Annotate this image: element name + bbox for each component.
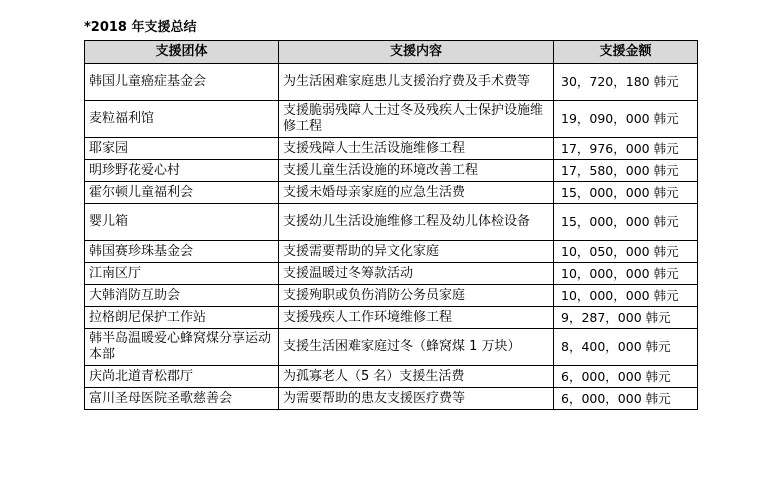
org-cell: 韩国赛珍珠基金会 [85, 241, 279, 263]
org-cell: 婴儿箱 [85, 204, 279, 241]
table-row [85, 64, 698, 101]
content-cell: 支援残障人士生活设施维修工程 [279, 138, 554, 160]
content-cell: 支援脆弱残障人士过冬及残疾人士保护设施维修工程 [279, 101, 554, 138]
table-row [85, 388, 698, 410]
table-row [85, 204, 698, 241]
content-cell: 为孤寡老人（5 名）支援生活费 [279, 366, 554, 388]
table-row [85, 329, 698, 366]
page-title: *2018 年支援总结 [84, 20, 197, 35]
amount-cell: 10，000，000 韩元 [554, 285, 698, 307]
table-row [85, 241, 698, 263]
content-cell: 支援需要帮助的异文化家庭 [279, 241, 554, 263]
org-cell: 韩国儿童癌症基金会 [85, 64, 279, 101]
org-cell: 麦粒福利馆 [85, 101, 279, 138]
amount-cell: 10，000，000 韩元 [554, 263, 698, 285]
org-cell: 明珍野花爱心村 [85, 160, 279, 182]
amount-cell: 30，720，180 韩元 [554, 64, 698, 101]
org-cell: 霍尔顿儿童福利会 [85, 182, 279, 204]
table-row [85, 263, 698, 285]
org-cell: 富川圣母医院圣歌慈善会 [85, 388, 279, 410]
org-cell: 韩半岛温暖爱心蜂窝煤分享运动本部 [85, 329, 279, 366]
content-cell: 为生活困难家庭患儿支援治疗费及手术费等 [279, 64, 554, 101]
amount-cell: 10，050，000 韩元 [554, 241, 698, 263]
table-row [85, 285, 698, 307]
amount-cell: 8，400，000 韩元 [554, 329, 698, 366]
header-org: 支援团体 [85, 41, 279, 64]
content-cell: 支援儿童生活设施的环境改善工程 [279, 160, 554, 182]
table-row [85, 182, 698, 204]
org-cell: 大韩消防互助会 [85, 285, 279, 307]
content-cell: 支援残疾人工作环境维修工程 [279, 307, 554, 329]
header-amount: 支援金额 [554, 41, 698, 64]
table-row [85, 307, 698, 329]
table-row [85, 366, 698, 388]
table-row [85, 160, 698, 182]
table-header-row [85, 41, 698, 64]
table-row [85, 138, 698, 160]
amount-cell: 6，000，000 韩元 [554, 388, 698, 410]
amount-cell: 9，287，000 韩元 [554, 307, 698, 329]
content-cell: 支援幼儿生活设施维修工程及幼儿体检设备 [279, 204, 554, 241]
amount-cell: 19，090，000 韩元 [554, 101, 698, 138]
content-cell: 支援殉职或负伤消防公务员家庭 [279, 285, 554, 307]
table-row [85, 101, 698, 138]
org-cell: 江南区厅 [85, 263, 279, 285]
content-cell: 为需要帮助的患友支援医疗费等 [279, 388, 554, 410]
support-summary-table [84, 40, 698, 410]
org-cell: 庆尚北道青松郡厅 [85, 366, 279, 388]
header-content: 支援内容 [279, 41, 554, 64]
amount-cell: 15，000，000 韩元 [554, 204, 698, 241]
amount-cell: 17，976，000 韩元 [554, 138, 698, 160]
content-cell: 支援生活困难家庭过冬（蜂窝煤 1 万块） [279, 329, 554, 366]
amount-cell: 6，000，000 韩元 [554, 366, 698, 388]
org-cell: 耶家园 [85, 138, 279, 160]
content-cell: 支援温暖过冬筹款活动 [279, 263, 554, 285]
amount-cell: 15，000，000 韩元 [554, 182, 698, 204]
content-cell: 支援未婚母亲家庭的应急生活费 [279, 182, 554, 204]
amount-cell: 17，580，000 韩元 [554, 160, 698, 182]
org-cell: 拉格朗尼保护工作站 [85, 307, 279, 329]
